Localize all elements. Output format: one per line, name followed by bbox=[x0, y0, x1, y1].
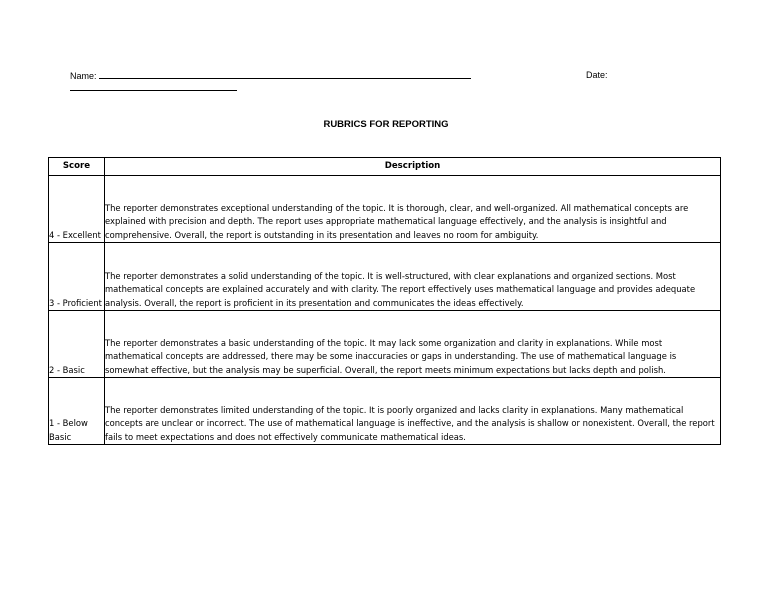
table-row bbox=[49, 311, 721, 378]
description-cell: The reporter demonstrates a basic understanding of the topic. It may lack some organization and clarity in explanations. While most mathematical concepts are addressed, there may be some inaccuracies or gaps in understanding. The use of mathematical language is somewhat effective, but the analysis may be superficial. Overall, the report meets minimum expectations but lacks depth and polish. bbox=[105, 311, 721, 378]
description-cell: The reporter demonstrates limited understanding of the topic. It is poorly organized and lacks clarity in explanations. Many mathematical concepts are unclear or incorrect. The use of mathematical language is ineffective, and the analysis is shallow or nonexistent. Overall, the report fails to meet expectations and does not effectively communicate mathematical ideas. bbox=[105, 378, 721, 445]
description-cell: The reporter demonstrates exceptional understanding of the topic. It is thorough, clear, and well-organized. All mathematical concepts are explained with precision and depth. The report uses appropriate mathematical language effectively, and the analysis is insightful and comprehensive. Overall, the report is outstanding in its presentation and leaves no room for ambiguity. bbox=[105, 176, 721, 243]
score-cell: 4 - Excellent bbox=[49, 176, 105, 243]
score-column-header: Score bbox=[49, 158, 105, 176]
description-column-header: Description bbox=[105, 158, 721, 176]
table-row bbox=[49, 243, 721, 311]
page-title: RUBRICS FOR REPORTING bbox=[323, 119, 449, 130]
name-label: Name: bbox=[70, 71, 97, 81]
name-field bbox=[70, 70, 471, 81]
score-cell: 3 - Proficient bbox=[49, 243, 105, 311]
name-underline-continuation bbox=[70, 90, 237, 91]
score-cell: 1 - Below Basic bbox=[49, 378, 105, 445]
score-cell: 2 - Basic bbox=[49, 311, 105, 378]
date-label: Date: bbox=[586, 70, 608, 80]
table-row bbox=[49, 378, 721, 445]
rubric-table bbox=[48, 157, 721, 445]
name-underline bbox=[99, 70, 471, 79]
description-cell: The reporter demonstrates a solid understanding of the topic. It is well-structured, with clear explanations and organized sections. Most mathematical concepts are explained accurately and with clarity. The report effectively uses mathematical language and provides adequate analysis. Overall, the report is proficient in its presentation and communicates the ideas effectively. bbox=[105, 243, 721, 311]
table-row bbox=[49, 176, 721, 243]
table-header-row bbox=[49, 158, 721, 176]
